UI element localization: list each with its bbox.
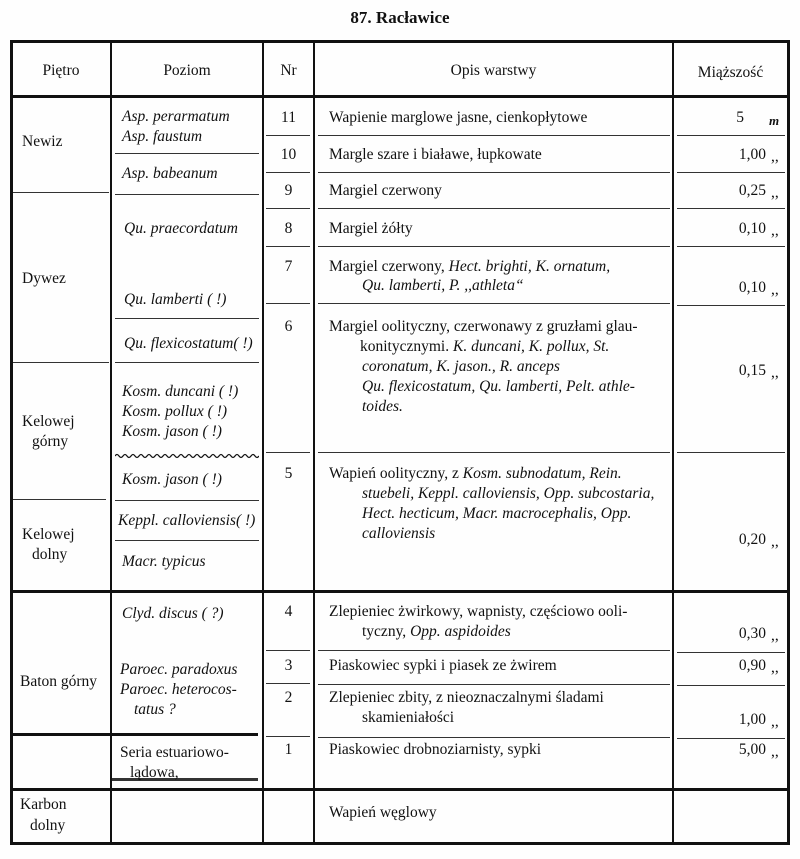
desc-fossils: Hect. brighti, K. ornatum, <box>448 258 611 275</box>
ditto-mark: ,, <box>771 222 779 239</box>
col-divider <box>110 42 112 844</box>
stage-divider <box>13 362 109 363</box>
row-divider <box>677 738 785 739</box>
layer-desc: Margiel oolityczny, czerwonawy z gruzłami glau- <box>329 318 638 335</box>
ditto-mark: ,, <box>771 713 779 730</box>
row-divider <box>677 172 785 173</box>
layer-thickness: 0,25 <box>738 182 766 199</box>
layer-thickness: 0,15 <box>738 362 766 379</box>
row-divider <box>266 452 310 453</box>
layer-desc: calloviensis <box>362 525 436 542</box>
stage-divider <box>13 192 109 193</box>
layer-desc: Margle szare i białawe, łupkowate <box>329 146 542 163</box>
section-divider <box>12 788 788 791</box>
layer-desc <box>362 623 511 641</box>
row-divider <box>266 650 310 651</box>
page-title: 87. Racławice <box>350 8 450 27</box>
stage-karbon-dolny-1: Karbon <box>20 796 67 813</box>
layer-desc <box>329 465 622 483</box>
layer-thickness: 0,10 <box>738 220 766 237</box>
thickness-unit: m <box>769 113 780 128</box>
header-nr: Nr <box>280 62 297 79</box>
row-divider <box>677 305 785 306</box>
layer-nr: 6 <box>284 318 293 335</box>
layer-desc: Wapień węglowy <box>329 804 437 821</box>
level-paroec-heterocostatus-cont: tatus ? <box>134 701 176 718</box>
ditto-mark: ,, <box>771 364 779 381</box>
level-clyd-discus: Clyd. discus ( ?) <box>122 605 224 622</box>
row-divider <box>266 736 310 737</box>
stage-kelowej-gorny-2: górny <box>32 433 69 450</box>
section-divider <box>12 590 788 593</box>
header-pietro: Piętro <box>42 62 80 79</box>
layer-thickness: 0,90 <box>738 657 766 674</box>
layer-desc <box>329 258 610 276</box>
level-divider <box>115 362 259 363</box>
layer-desc: Qu. flexicostatum, Qu. lamberti, Pelt. athle- <box>362 378 635 395</box>
row-divider <box>318 452 670 453</box>
desc-text: Margiel czerwony, <box>329 258 449 275</box>
layer-desc: Qu. lamberti, P. ,,athleta“ <box>362 277 524 294</box>
row-divider <box>677 652 785 653</box>
row-divider <box>318 135 670 136</box>
desc-text: konitycznymi. <box>360 338 453 355</box>
stage-baton-gorny: Baton górny <box>20 673 98 690</box>
level-qu-praecordatum: Qu. praecordatum <box>124 220 238 237</box>
row-divider <box>266 208 310 209</box>
layer-desc: Zlepieniec żwirkowy, wapnisty, częściowo ooli- <box>329 603 628 620</box>
row-divider <box>677 246 785 247</box>
layer-desc: Margiel czerwony <box>329 182 442 199</box>
stage-newiz: Newiz <box>22 133 63 150</box>
level-asp-babeanum: Asp. babeanum <box>122 165 218 182</box>
layer-desc: skamieniałości <box>362 709 455 726</box>
row-divider <box>266 246 310 247</box>
level-asp-perarmatum: Asp. perarmatum <box>122 108 230 125</box>
layer-desc: toides. <box>362 398 403 415</box>
layer-desc: Hect. hecticum, Macr. macrocephalis, Opp. <box>362 505 632 522</box>
layer-desc: Margiel żółty <box>329 220 413 237</box>
desc-text: Wapień oolityczny, z <box>329 465 463 482</box>
layer-nr: 11 <box>281 109 296 126</box>
ditto-mark: ,, <box>771 659 779 676</box>
table-left-border <box>10 42 13 844</box>
layer-thickness: 1,00 <box>738 146 766 163</box>
level-qu-flexicostatum: Qu. flexicostatum( !) <box>124 335 253 352</box>
row-divider <box>318 650 670 651</box>
layer-thickness: 0,10 <box>738 279 766 296</box>
ditto-mark: ,, <box>771 148 779 165</box>
stage-dywez: Dywez <box>22 270 66 287</box>
level-kosm-jason-2: Kosm. jason ( !) <box>122 471 222 488</box>
row-divider <box>318 684 670 685</box>
stage-kelowej-gorny-1: Kelowej <box>22 413 75 430</box>
layer-thickness: 0,20 <box>738 531 766 548</box>
layer-desc <box>360 338 609 356</box>
stage-kelowej-dolny-1: Kelowej <box>22 526 75 543</box>
ditto-mark: ,, <box>771 627 779 644</box>
ditto-mark: ,, <box>771 184 779 201</box>
desc-fossils: Kosm. subnodatum, Rein. <box>462 465 622 482</box>
unconformity-wavy-line <box>115 453 259 459</box>
level-divider <box>115 540 259 541</box>
level-paroec-heterocostatus: Paroec. heterocos- <box>120 681 237 698</box>
row-divider <box>677 452 785 453</box>
layer-nr: 5 <box>284 465 293 482</box>
layer-thickness: 0,30 <box>738 625 766 642</box>
level-qu-lamberti: Qu. lamberti ( !) <box>124 291 227 308</box>
level-kosm-pollux: Kosm. pollux ( !) <box>122 403 228 420</box>
level-divider <box>115 500 259 501</box>
table-right-border <box>787 42 790 844</box>
row-divider <box>266 303 310 304</box>
row-divider <box>318 737 670 738</box>
row-divider <box>318 172 670 173</box>
level-seria-estuariowo: Seria estuariowo- <box>120 744 229 761</box>
level-kosm-jason: Kosm. jason ( !) <box>122 423 222 440</box>
layer-desc: Piaskowiec sypki i piasek ze żwirem <box>329 657 557 674</box>
layer-nr: 8 <box>284 220 293 237</box>
layer-desc: Zlepieniec zbity, z nieoznaczalnymi śladami <box>329 689 604 706</box>
layer-nr: 9 <box>284 182 293 199</box>
col-divider <box>313 42 315 844</box>
stage-divider <box>13 499 106 500</box>
desc-text: tyczny, <box>362 623 411 640</box>
header-divider <box>12 95 788 98</box>
header-opis: Opis warstwy <box>450 62 537 79</box>
row-divider <box>677 208 785 209</box>
level-paroec-paradoxus: Paroec. paradoxus <box>120 661 238 678</box>
layer-nr: 2 <box>284 689 293 706</box>
ditto-mark: ,, <box>771 533 779 550</box>
layer-nr: 1 <box>284 741 293 758</box>
row-divider <box>318 246 670 247</box>
level-asp-faustum: Asp. faustum <box>122 128 203 145</box>
layer-nr: 7 <box>284 258 293 275</box>
row-divider <box>266 683 310 684</box>
layer-desc: Piaskowiec drobnoziarnisty, sypki <box>329 741 542 758</box>
header-miazszosc: Miąższość <box>697 64 764 81</box>
layer-nr: 4 <box>284 603 293 620</box>
layer-thickness: 5,00 <box>738 741 766 758</box>
layer-thickness: 5 <box>736 109 744 126</box>
row-divider <box>318 303 670 304</box>
ditto-mark: ,, <box>771 743 779 760</box>
ditto-mark: ,, <box>771 281 779 298</box>
layer-desc: stuebeli, Keppl. calloviensis, Opp. subcostaria, <box>362 485 655 502</box>
level-macr-typicus: Macr. typicus <box>122 553 206 570</box>
desc-fossils: K. duncani, K. pollux, St. <box>453 338 610 355</box>
row-divider <box>266 172 310 173</box>
row-divider <box>677 685 785 686</box>
row-divider <box>318 208 670 209</box>
stage-divider <box>13 733 258 736</box>
stage-karbon-dolny-2: dolny <box>30 817 66 834</box>
stage-kelowej-dolny-2: dolny <box>32 546 68 563</box>
header-poziom: Poziom <box>163 62 211 79</box>
layer-desc: Wapienie marglowe jasne, cienkopłytowe <box>329 109 588 126</box>
level-divider <box>115 194 259 195</box>
row-divider <box>677 135 785 136</box>
layer-desc: coronatum, K. jason., R. anceps <box>362 358 560 375</box>
layer-nr: 10 <box>280 146 297 163</box>
desc-fossils: Opp. aspidoides <box>410 623 511 640</box>
level-kosm-duncani: Kosm. duncani ( !) <box>122 383 239 400</box>
level-seria-ladowa: lądowa, <box>130 764 179 781</box>
row-divider <box>266 135 310 136</box>
layer-thickness: 1,00 <box>738 711 766 728</box>
level-divider <box>115 318 259 319</box>
level-divider <box>115 153 259 154</box>
col-divider <box>672 42 674 844</box>
layer-nr: 3 <box>284 657 293 674</box>
level-keppl-calloviensis: Keppl. calloviensis( !) <box>118 512 256 529</box>
